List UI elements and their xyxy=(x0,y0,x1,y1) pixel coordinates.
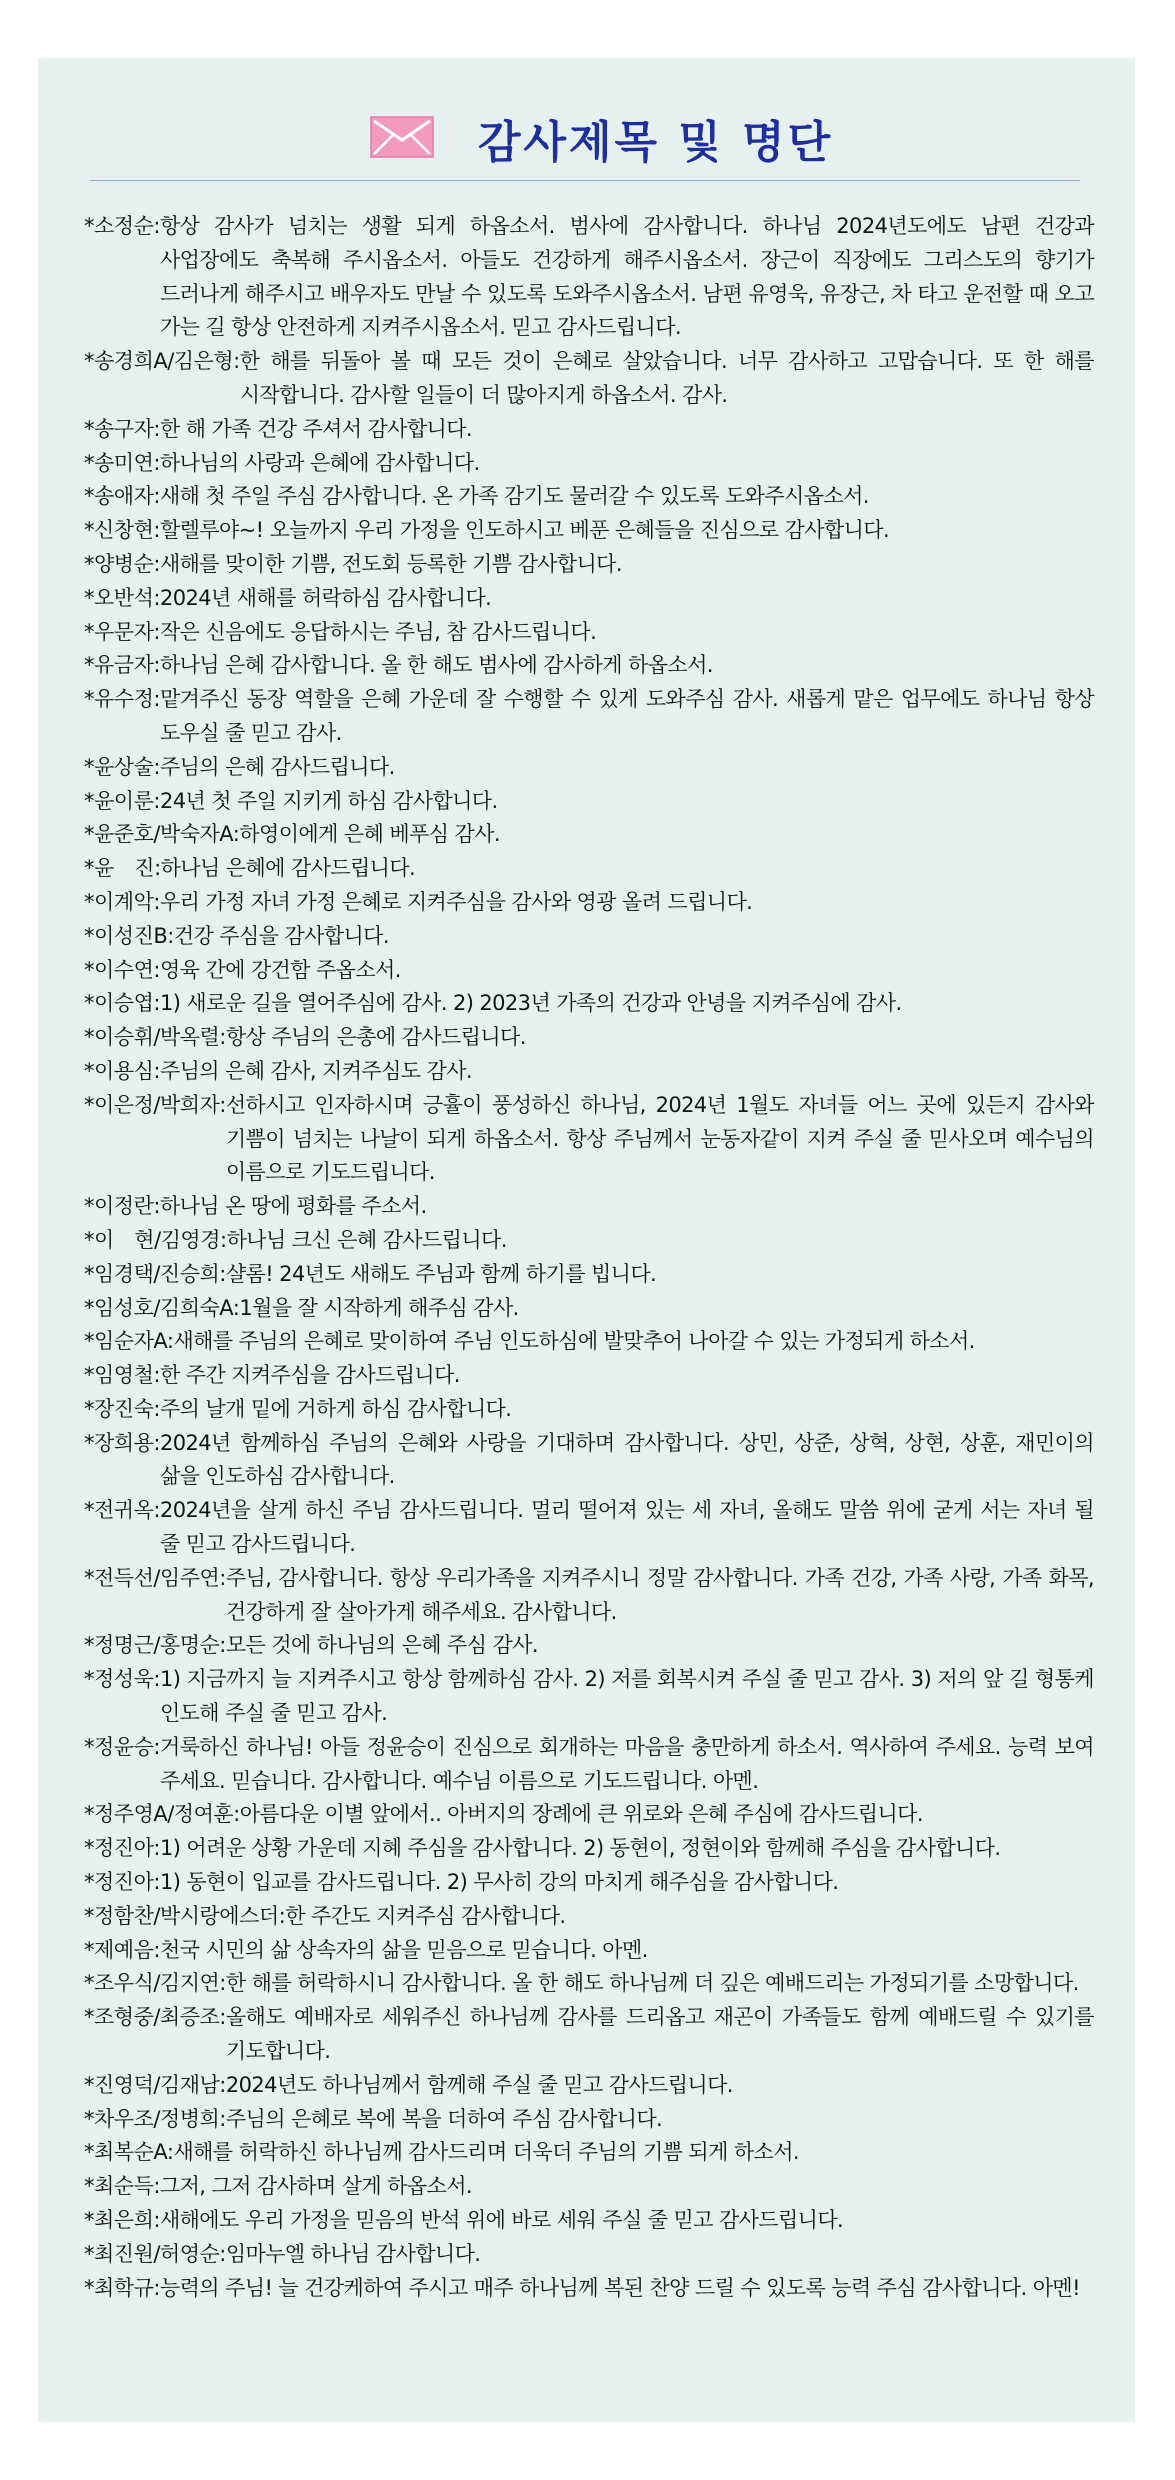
entry-text: 영육 간에 강건함 주옵소서. xyxy=(159,957,401,982)
entry-text: 새해 첫 주일 주심 감사합니다. 온 가족 감기도 물러갈 수 있도록 도와주시옵소서. xyxy=(159,484,869,509)
list-item xyxy=(84,683,1094,751)
entry-text: 1월을 잘 시작하게 해주심 감사. xyxy=(239,1295,519,1320)
list-item xyxy=(84,1224,1094,1258)
entry-name: *최복순A: xyxy=(84,2140,174,2165)
entry-name: *임순자A: xyxy=(84,1329,174,1354)
entry-name: *신창현: xyxy=(84,518,160,543)
list-item xyxy=(84,1731,1094,1799)
entry-name: *최학규: xyxy=(84,2275,160,2300)
list-item xyxy=(84,649,1094,683)
list-item xyxy=(84,345,1094,413)
list-item xyxy=(84,1055,1094,1089)
entry-text: 하나님 은혜 감사합니다. 올 한 해도 범사에 감사하게 하옵소서. xyxy=(159,653,713,678)
list-item xyxy=(84,1325,1094,1359)
list-item xyxy=(84,2170,1094,2204)
entry-text: 주님의 은혜 감사드립니다. xyxy=(159,754,395,779)
list-item xyxy=(84,1663,1094,1731)
list-item xyxy=(84,2069,1094,2103)
entry-text: 능력의 주님! 늘 건강케하여 주시고 매주 하나님께 복된 찬양 드릴 수 있도록 능력 주심 감사합니다. 아멘! xyxy=(159,2275,1080,2300)
entry-text: 하나님 은혜에 감사드립니다. xyxy=(160,856,416,881)
entry-text: 한 해를 허락하시니 감사합니다. 올 한 해도 하나님께 더 깊은 예배드리는 가정되기를 소망합니다. xyxy=(225,1971,1079,1996)
entry-text: 우리 가정 자녀 가정 은혜로 지켜주심을 감사와 영광 올려 드립니다. xyxy=(159,889,753,914)
list-item xyxy=(84,1832,1094,1866)
entry-text: 작은 신음에도 응답하시는 주님, 참 감사드립니다. xyxy=(159,619,597,644)
list-item xyxy=(84,2204,1094,2238)
entry-text: 주님의 은혜 감사, 지켜주심도 감사. xyxy=(159,1058,472,1083)
entry-name: *진영덕/김재남: xyxy=(84,2072,226,2097)
gratitude-list xyxy=(84,210,1094,2305)
entry-text: 새해를 허락하신 하나님께 감사드리며 더욱더 주님의 기쁨 되게 하소서. xyxy=(173,2140,800,2165)
list-item xyxy=(84,514,1094,548)
entry-text: 선하시고 인자하시며 긍휼이 풍성하신 하나님, 2024년 1월도 자녀들 어느 곳에 있든지 감사와 기쁨이 넘치는 나날이 되게 하옵소서. 항상 주님께서 눈동자같이 지켜 주실 줄 믿사오며 예수님의 이름으로 기도드립니다. xyxy=(225,1092,1094,1185)
entry-text: 1) 동현이 입교를 감사드립니다. 2) 무사히 강의 마치게 해주심을 감사합니다. xyxy=(159,1870,839,1895)
list-item xyxy=(84,1359,1094,1393)
entry-name: *소정순: xyxy=(84,214,160,238)
header xyxy=(38,98,1135,168)
entry-name: *임경택/진승희: xyxy=(84,1261,226,1286)
page-title: 감사제목 및 명단 xyxy=(478,117,834,168)
entry-name: *조형중/최증조: xyxy=(84,2005,226,2030)
envelope-icon xyxy=(370,116,434,158)
list-item xyxy=(84,447,1094,481)
entry-name: *정주영A/정여훈: xyxy=(84,1802,240,1827)
list-item xyxy=(84,2001,1094,2069)
content-panel xyxy=(38,58,1135,2422)
entry-name: *이용심: xyxy=(84,1058,160,1083)
entry-text: 2024년 함께하심 주님의 은혜와 사랑을 기대하며 감사합니다. 상민, 상준, 상혁, 상현, 상훈, 재민이의 삶을 인도하심 감사합니다. xyxy=(159,1430,1094,1489)
entry-text: 한 주간도 지켜주심 감사합니다. xyxy=(285,1903,566,1928)
title-divider xyxy=(90,180,1080,181)
entry-name: *송경희A/김은형: xyxy=(84,349,240,374)
entry-text: 1) 어려운 상황 가운데 지혜 주심을 감사합니다. 2) 동현이, 정현이와 함께해 주심을 감사합니다. xyxy=(159,1836,1001,1861)
list-item xyxy=(84,1967,1094,2001)
list-item xyxy=(84,582,1094,616)
entry-text: 한 해 가족 건강 주셔서 감사합니다. xyxy=(159,416,472,441)
entry-name: *최은희: xyxy=(84,2208,160,2233)
entry-name: *이은정/박희자: xyxy=(84,1092,226,1117)
entry-name: *윤 진: xyxy=(84,856,161,881)
entry-name: *제예음: xyxy=(84,1937,160,1962)
list-item xyxy=(84,1021,1094,1055)
entry-text: 샬롬! 24년도 새해도 주님과 함께 하기를 빕니다. xyxy=(225,1261,657,1286)
entry-name: *윤상술: xyxy=(84,754,160,779)
list-item xyxy=(84,987,1094,1021)
entry-name: *송구자: xyxy=(84,416,160,441)
list-item xyxy=(84,1900,1094,1934)
entry-name: *전득선/임주연: xyxy=(84,1565,226,1590)
entry-name: *우문자: xyxy=(84,619,160,644)
list-item xyxy=(84,886,1094,920)
entry-name: *임영철: xyxy=(84,1363,160,1388)
entry-text: 1) 지금까지 늘 지켜주시고 항상 함께하심 감사. 2) 저를 회복시켜 주실 줄 믿고 감사. 3) 저의 앞 길 형통케 인도해 주실 줄 믿고 감사. xyxy=(159,1667,1094,1726)
entry-text: 하나님 온 땅에 평화를 주소서. xyxy=(159,1194,427,1219)
entry-text: 24년 첫 주일 지키게 하심 감사합니다. xyxy=(159,788,498,813)
entry-text: 2024년을 살게 하신 주님 감사드립니다. 멀리 떨어져 있는 세 자녀, 올해도 말씀 위에 굳게 서는 자녀 될 줄 믿고 감사드립니다. xyxy=(159,1498,1094,1557)
entry-text: 거룩하신 하나님! 아들 정윤승이 진심으로 회개하는 마음을 충만하게 하소서. 역사하여 주세요. 능력 보여 주세요. 믿습니다. 감사합니다. 예수님 이름으로 기도드립니다. 아멘. xyxy=(159,1734,1094,1793)
entry-text: 올해도 예배자로 세워주신 하나님께 감사를 드리옵고 재곤이 가족들도 함께 예배드릴 수 있기를 기도합니다. xyxy=(225,2005,1094,2064)
entry-name: *윤준호/박숙자A: xyxy=(84,822,240,847)
list-item xyxy=(84,1190,1094,1224)
entry-name: *전귀옥: xyxy=(84,1498,160,1523)
list-item xyxy=(84,1427,1094,1495)
list-item xyxy=(84,785,1094,819)
list-item xyxy=(84,1934,1094,1968)
list-item xyxy=(84,2103,1094,2137)
list-item xyxy=(84,210,1094,345)
entry-text: 한 해를 뒤돌아 볼 때 모든 것이 은혜로 살았습니다. 너무 감사하고 고맙습니다. 또 한 해를 시작합니다. 감사할 일들이 더 많아지게 하옵소서. 감사. xyxy=(239,349,1094,407)
list-item xyxy=(84,2272,1094,2306)
entry-name: *이정란: xyxy=(84,1194,160,1219)
entry-text: 항상 주님의 은총에 감사드립니다. xyxy=(225,1025,526,1050)
entry-text: 하나님의 사랑과 은혜에 감사합니다. xyxy=(159,450,480,475)
entry-text: 하영이에게 은혜 베푸심 감사. xyxy=(239,822,500,847)
list-item xyxy=(84,751,1094,785)
list-item xyxy=(84,818,1094,852)
entry-text: 건강 주심을 감사합니다. xyxy=(173,923,389,948)
entry-name: *장희용: xyxy=(84,1430,160,1455)
entry-name: *이 현/김영경: xyxy=(84,1227,227,1252)
list-item xyxy=(84,548,1094,582)
list-item xyxy=(84,1258,1094,1292)
entry-text: 천국 시민의 삶 상속자의 삶을 믿음으로 믿습니다. 아멘. xyxy=(159,1937,648,1962)
entry-name: *정윤승: xyxy=(84,1734,160,1759)
entry-name: *오반석: xyxy=(84,585,160,610)
entry-text: 한 주간 지켜주심을 감사드립니다. xyxy=(159,1363,460,1388)
list-item xyxy=(84,616,1094,650)
entry-name: *이수연: xyxy=(84,957,160,982)
entry-text: 새해를 맞이한 기쁨, 전도회 등록한 기쁨 감사합니다. xyxy=(159,551,622,576)
entry-name: *이승엽: xyxy=(84,991,160,1016)
entry-text: 할렐루야~! 오늘까지 우리 가정을 인도하시고 베푼 은혜들을 진심으로 감사합니다. xyxy=(159,518,890,543)
entry-name: *정진아: xyxy=(84,1870,160,1895)
list-item xyxy=(84,413,1094,447)
list-item xyxy=(84,1292,1094,1326)
entry-text: 주님, 감사합니다. 항상 우리가족을 지켜주시니 정말 감사합니다. 가족 건강, 가족 사랑, 가족 화목, 건강하게 잘 살아가게 해주세요. 감사합니다. xyxy=(225,1565,1094,1624)
entry-text: 1) 새로운 길을 열어주심에 감사. 2) 2023년 가족의 건강과 안녕을 지켜주심에 감사. xyxy=(159,991,902,1016)
entry-name: *유수정: xyxy=(84,687,160,712)
entry-name: *정성욱: xyxy=(84,1667,160,1692)
entry-text: 주의 날개 밑에 거하게 하심 감사합니다. xyxy=(159,1396,512,1421)
entry-name: *차우조/정병희: xyxy=(84,2106,226,2131)
list-item xyxy=(84,2136,1094,2170)
entry-text: 아름다운 이별 앞에서.. 아버지의 장례에 큰 위로와 은혜 주심에 감사드립니다. xyxy=(239,1802,923,1827)
list-item xyxy=(84,852,1094,886)
entry-text: 맡겨주신 동장 역할을 은혜 가운데 잘 수행할 수 있게 도와주심 감사. 새롭게 맡은 업무에도 하나님 항상 도우실 줄 믿고 감사. xyxy=(159,687,1094,745)
entry-name: *양병순: xyxy=(84,551,160,576)
entry-text: 2024년 새해를 허락하심 감사합니다. xyxy=(159,585,492,610)
entry-name: *최순득: xyxy=(84,2174,160,2199)
entry-name: *송애자: xyxy=(84,484,160,509)
list-item xyxy=(84,954,1094,988)
entry-name: *정함찬/박시랑에스더: xyxy=(84,1903,286,1928)
list-item xyxy=(84,1629,1094,1663)
entry-name: *정진아: xyxy=(84,1836,160,1861)
list-item xyxy=(84,1494,1094,1562)
entry-text: 새해에도 우리 가정을 믿음의 반석 위에 바로 세워 주실 줄 믿고 감사드립니다. xyxy=(159,2208,844,2233)
entry-name: *장진숙: xyxy=(84,1396,160,1421)
entry-text: 새해를 주님의 은혜로 맞이하여 주님 인도하심에 발맞추어 나아갈 수 있는 가정되게 하소서. xyxy=(173,1329,975,1354)
entry-name: *윤이룬: xyxy=(84,788,160,813)
entry-text: 임마누엘 하나님 감사합니다. xyxy=(225,2241,481,2266)
entry-name: *유금자: xyxy=(84,653,160,678)
entry-name: *최진원/허영순: xyxy=(84,2241,226,2266)
entry-name: *정명근/홍명순: xyxy=(84,1633,226,1658)
entry-text: 그저, 그저 감사하며 살게 하옵소서. xyxy=(159,2174,472,2199)
list-item xyxy=(84,1562,1094,1630)
list-item xyxy=(84,1089,1094,1190)
entry-text: 주님의 은혜로 복에 복을 더하여 주심 감사합니다. xyxy=(225,2106,663,2131)
list-item xyxy=(84,2238,1094,2272)
entry-name: *송미연: xyxy=(84,450,160,475)
list-item xyxy=(84,920,1094,954)
list-item xyxy=(84,1798,1094,1832)
list-item xyxy=(84,480,1094,514)
entry-name: *임성호/김희숙A: xyxy=(84,1295,240,1320)
list-item xyxy=(84,1393,1094,1427)
list-item xyxy=(84,1866,1094,1900)
entry-name: *조우식/김지연: xyxy=(84,1971,226,1996)
entry-text: 하나님 크신 은혜 감사드립니다. xyxy=(226,1227,507,1252)
entry-name: *이승휘/박옥렬: xyxy=(84,1025,226,1050)
entry-text: 모든 것에 하나님의 은혜 주심 감사. xyxy=(225,1633,538,1658)
entry-text: 항상 감사가 넘치는 생활 되게 하옵소서. 범사에 감사합니다. 하나님 2024년도에도 남편 건강과 사업장에도 축복해 주시옵소서. 아들도 건강하게 해주시옵소서. 장근이 직장에도 그리스도의 향기가 드러나게 해주시고 배우자도 만날 수 있도록 도와주시옵소서. 남편 유영욱, 유장근, 차 타고 운전할 때 오고 가는 길 항상 안전하게 지켜주시옵소서. 믿고 감사드립니다. xyxy=(159,214,1094,340)
entry-text: 2024년도 하나님께서 함께해 주실 줄 믿고 감사드립니다. xyxy=(225,2072,733,2097)
entry-name: *이계악: xyxy=(84,889,160,914)
entry-name: *이성진B: xyxy=(84,923,174,948)
